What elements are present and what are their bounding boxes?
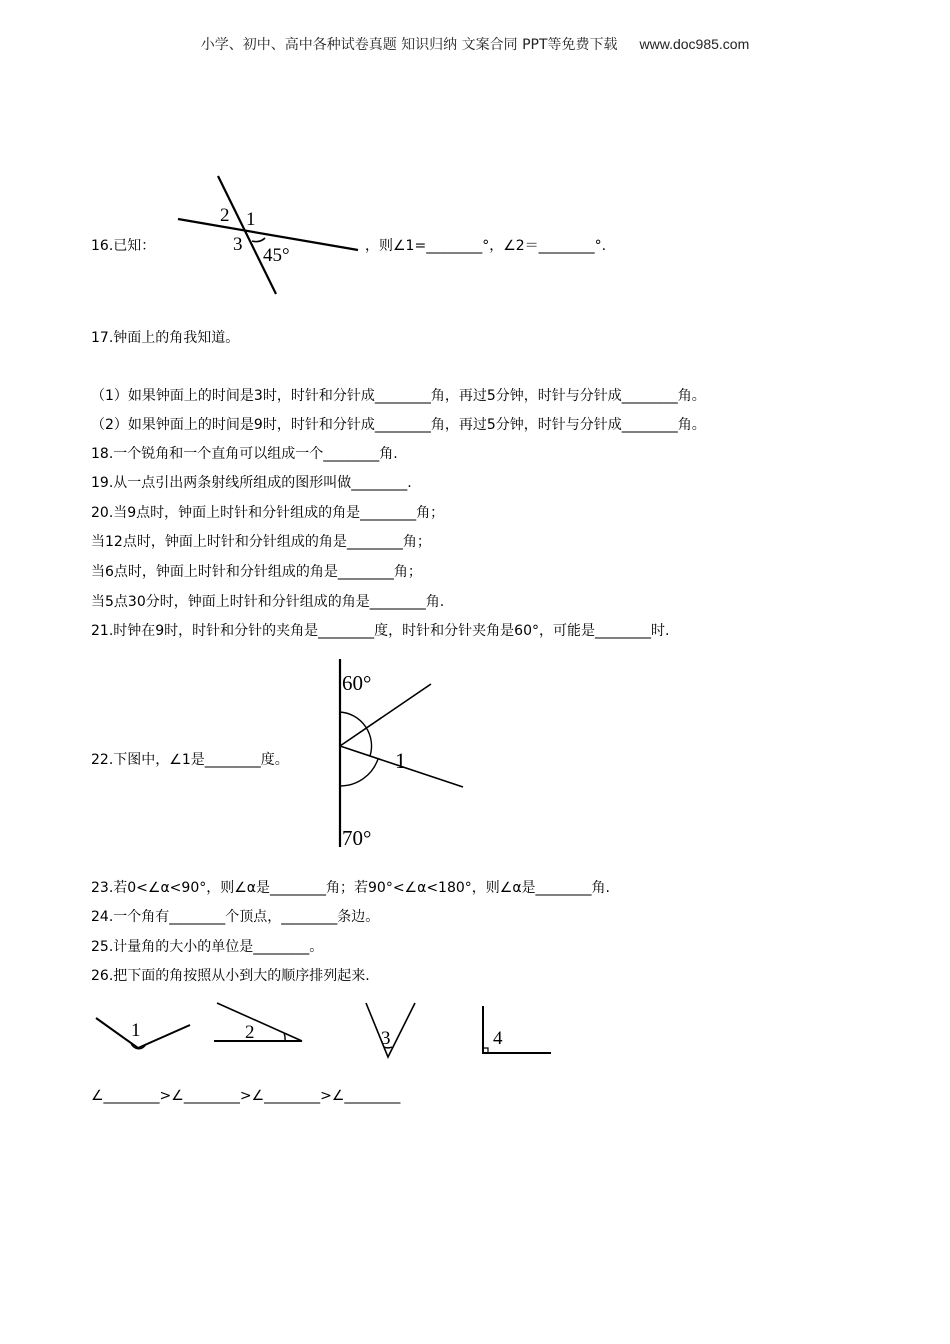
q26-label-2: 2	[245, 1022, 255, 1043]
q26-title: 26.把下面的角按照从小到大的顺序排列起来.	[91, 968, 370, 984]
q22-label-70: 70°	[342, 826, 372, 850]
q16-label-2: 2	[220, 205, 230, 226]
q16-angle-arc	[252, 238, 265, 242]
header-url[interactable]: www.doc985.com	[639, 36, 750, 52]
q19-text: 19.从一点引出两条射线所组成的图形叫做________.	[91, 475, 412, 491]
q18-text: 18.一个锐角和一个直角可以组成一个________角.	[91, 446, 398, 462]
q22-arc-upper	[340, 712, 372, 756]
header-text: 小学、初中、高中各种试卷真题 知识归纳 文案合同 PPT等免费下载	[200, 37, 618, 53]
q22-angle-figure	[330, 655, 480, 855]
q25-text: 25.计量角的大小的单位是________。	[91, 939, 324, 955]
page-header	[0, 34, 950, 54]
q16-suffix: ，则∠1=________°，∠2＝________°.	[365, 238, 607, 254]
q16-prefix: 16.已知：	[91, 238, 156, 254]
q22-arc-lower	[340, 759, 378, 786]
q17-part1: （1）如果钟面上的时间是3时，时针和分针成________角，再过5分钟，时针与分针成________角。	[91, 388, 706, 404]
q26-label-3: 3	[381, 1028, 391, 1049]
q20-line3: 当6点时，钟面上时针和分针组成的角是________角；	[91, 564, 422, 580]
q22-text: 22.下图中，∠1是________度。	[91, 752, 289, 768]
q17-part2: （2）如果钟面上的时间是9时，时针和分针成________角，再过5分钟，时针与分针成________角。	[91, 417, 706, 433]
q22-label-60: 60°	[342, 671, 372, 695]
q24-text: 24.一个角有________个顶点，________条边。	[91, 909, 380, 925]
q26-answer: ∠________>∠________>∠________>∠________	[91, 1088, 401, 1104]
q17-title: 17.钟面上的角我知道。	[91, 330, 240, 346]
q26-label-4: 4	[493, 1028, 503, 1049]
q16-label-1: 1	[246, 209, 256, 230]
q26-angles-figure	[90, 998, 560, 1063]
q23-text: 23.若0<∠α<90°，则∠α是________角；若90°<∠α<180°，则∠α是________角.	[91, 880, 611, 896]
q26-angle-2	[214, 1003, 302, 1043]
q20-line4: 当5点30分时，钟面上时针和分针组成的角是________角.	[91, 594, 445, 610]
q26-angle-3	[366, 1003, 415, 1057]
q16-label-3: 3	[233, 234, 243, 255]
q16-intersecting-lines-figure	[170, 170, 370, 300]
q22-label-1: 1	[395, 748, 406, 773]
q21-text: 21.时钟在9时，时针和分针的夹角是________度，时针和分针夹角是60°，可能是________时.	[91, 623, 670, 639]
q26-angle-1	[96, 1018, 190, 1049]
q16-label-45: 45°	[263, 245, 290, 266]
q20-line2: 当12点时，钟面上时针和分针组成的角是________角；	[91, 534, 431, 550]
q26-angle-4	[483, 1006, 551, 1053]
q20-line1: 20.当9点时，钟面上时针和分针组成的角是________角；	[91, 505, 445, 521]
q26-label-1: 1	[131, 1020, 141, 1041]
